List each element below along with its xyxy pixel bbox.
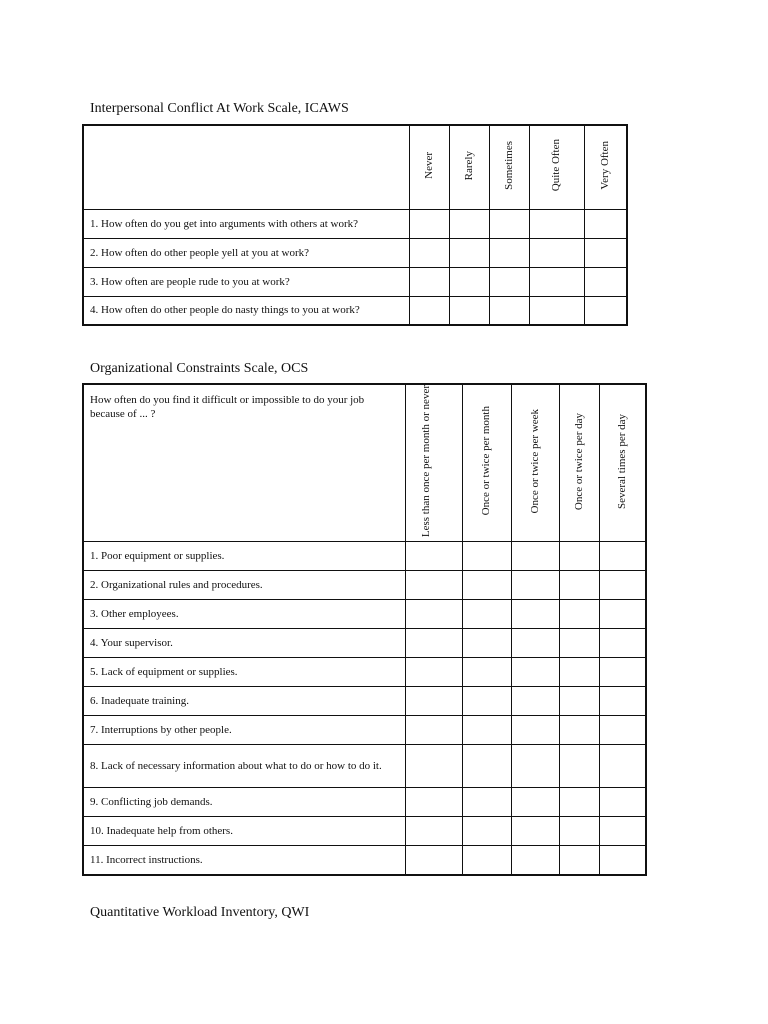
response-cell[interactable] — [599, 600, 646, 629]
response-cell[interactable] — [449, 209, 489, 238]
response-cell[interactable] — [462, 542, 511, 571]
response-cell[interactable] — [599, 658, 646, 687]
table-row — [83, 296, 627, 325]
response-cell[interactable] — [511, 600, 559, 629]
icaws-item-2: 2. How often do other people yell at you at work? — [83, 238, 409, 267]
response-cell[interactable] — [462, 571, 511, 600]
ocs-col-weekly — [511, 384, 559, 542]
ocs-item-8: 8. Lack of necessary information about what to do or how to do it. — [83, 745, 405, 788]
table-row — [83, 209, 627, 238]
response-cell[interactable] — [405, 846, 462, 875]
icaws-col-quite-often — [529, 125, 584, 209]
response-cell[interactable] — [449, 238, 489, 267]
response-cell[interactable] — [405, 745, 462, 788]
ocs-col-label: Once or twice per week — [528, 408, 541, 514]
response-cell[interactable] — [599, 571, 646, 600]
ocs-item-4: 4. Your supervisor. — [83, 629, 405, 658]
ocs-item-1: 1. Poor equipment or supplies. — [83, 542, 405, 571]
table-row — [83, 542, 646, 571]
icaws-col-label: Quite Often — [550, 139, 562, 192]
response-cell[interactable] — [559, 658, 599, 687]
response-cell[interactable] — [462, 846, 511, 875]
response-cell[interactable] — [529, 296, 584, 325]
table-row — [83, 788, 646, 817]
icaws-col-label: Never — [422, 151, 435, 179]
table-row — [83, 629, 646, 658]
response-cell[interactable] — [599, 846, 646, 875]
qwi-title: Quantitative Workload Inventory, QWI — [90, 905, 310, 920]
response-cell[interactable] — [489, 238, 529, 267]
response-cell[interactable] — [511, 629, 559, 658]
response-cell[interactable] — [584, 209, 627, 238]
response-cell[interactable] — [462, 716, 511, 745]
response-cell[interactable] — [559, 817, 599, 846]
response-cell[interactable] — [405, 788, 462, 817]
response-cell[interactable] — [599, 629, 646, 658]
response-cell[interactable] — [405, 817, 462, 846]
response-cell[interactable] — [599, 542, 646, 571]
icaws-col-label: Very Often — [598, 140, 611, 190]
table-row — [83, 600, 646, 629]
table-row — [83, 267, 627, 296]
response-cell[interactable] — [405, 716, 462, 745]
response-cell[interactable] — [409, 296, 449, 325]
ocs-col-less-than-monthly — [405, 384, 462, 542]
ocs-col-label: Less than once per month or never — [419, 385, 432, 538]
response-cell[interactable] — [511, 817, 559, 846]
icaws-corner-cell — [83, 125, 409, 209]
response-cell[interactable] — [511, 687, 559, 716]
icaws-item-1: 1. How often do you get into arguments with others at work? — [83, 209, 409, 238]
response-cell[interactable] — [529, 238, 584, 267]
response-cell[interactable] — [489, 267, 529, 296]
response-cell[interactable] — [511, 658, 559, 687]
icaws-col-very-often — [584, 125, 627, 209]
response-cell[interactable] — [511, 745, 559, 788]
table-row — [83, 817, 646, 846]
response-cell[interactable] — [462, 629, 511, 658]
ocs-item-6: 6. Inadequate training. — [83, 687, 405, 716]
response-cell[interactable] — [559, 788, 599, 817]
ocs-item-7: 7. Interruptions by other people. — [83, 716, 405, 745]
response-cell[interactable] — [405, 600, 462, 629]
response-cell[interactable] — [462, 687, 511, 716]
response-cell[interactable] — [559, 542, 599, 571]
response-cell[interactable] — [559, 846, 599, 875]
icaws-title: Interpersonal Conflict At Work Scale, ICAWS — [90, 101, 349, 116]
response-cell[interactable] — [511, 542, 559, 571]
response-cell[interactable] — [511, 716, 559, 745]
table-row — [83, 846, 646, 875]
response-cell[interactable] — [405, 687, 462, 716]
icaws-item-4: 4. How often do other people do nasty things to you at work? — [83, 296, 409, 325]
response-cell[interactable] — [599, 716, 646, 745]
table-row — [83, 238, 627, 267]
ocs-title: Organizational Constraints Scale, OCS — [90, 361, 309, 376]
response-cell[interactable] — [462, 658, 511, 687]
response-cell[interactable] — [405, 658, 462, 687]
response-cell[interactable] — [559, 571, 599, 600]
response-cell[interactable] — [409, 267, 449, 296]
response-cell[interactable] — [511, 788, 559, 817]
ocs-header-row — [83, 384, 646, 542]
response-cell[interactable] — [599, 687, 646, 716]
response-cell[interactable] — [559, 600, 599, 629]
ocs-col-several-daily — [599, 384, 646, 542]
response-cell[interactable] — [559, 745, 599, 788]
response-cell[interactable] — [599, 745, 646, 788]
response-cell[interactable] — [405, 542, 462, 571]
icaws-item-3: 3. How often are people rude to you at work? — [83, 267, 409, 296]
icaws-col-rarely — [449, 125, 489, 209]
response-cell[interactable] — [462, 817, 511, 846]
response-cell[interactable] — [559, 687, 599, 716]
response-cell[interactable] — [511, 571, 559, 600]
icaws-col-label: Sometimes — [502, 140, 515, 190]
response-cell[interactable] — [529, 267, 584, 296]
response-cell[interactable] — [559, 629, 599, 658]
response-cell[interactable] — [409, 209, 449, 238]
ocs-col-monthly — [462, 384, 511, 542]
ocs-col-label: Once or twice per month — [480, 406, 492, 516]
table-row — [83, 716, 646, 745]
ocs-prompt: How often do you find it difficult or impossible to do your job because of ... ? — [83, 384, 405, 542]
response-cell[interactable] — [599, 817, 646, 846]
response-cell[interactable] — [462, 745, 511, 788]
table-row — [83, 687, 646, 716]
icaws-table — [82, 124, 628, 326]
response-cell[interactable] — [405, 629, 462, 658]
icaws-col-never — [409, 125, 449, 209]
response-cell[interactable] — [462, 600, 511, 629]
response-cell[interactable] — [449, 296, 489, 325]
response-cell[interactable] — [511, 846, 559, 875]
response-cell[interactable] — [584, 267, 627, 296]
ocs-table — [82, 383, 647, 876]
icaws-col-sometimes — [489, 125, 529, 209]
table-row — [83, 745, 646, 788]
ocs-item-11: 11. Incorrect instructions. — [83, 846, 405, 875]
ocs-item-9: 9. Conflicting job demands. — [83, 788, 405, 817]
response-cell[interactable] — [409, 238, 449, 267]
response-cell[interactable] — [449, 267, 489, 296]
response-cell[interactable] — [559, 716, 599, 745]
response-cell[interactable] — [584, 238, 627, 267]
response-cell[interactable] — [584, 296, 627, 325]
ocs-col-label: Once or twice per day — [572, 412, 585, 510]
table-row — [83, 658, 646, 687]
response-cell[interactable] — [599, 788, 646, 817]
ocs-col-daily — [559, 384, 599, 542]
response-cell[interactable] — [405, 571, 462, 600]
ocs-item-10: 10. Inadequate help from others. — [83, 817, 405, 846]
icaws-col-label: Rarely — [462, 150, 475, 180]
ocs-item-2: 2. Organizational rules and procedures. — [83, 571, 405, 600]
ocs-item-5: 5. Lack of equipment or supplies. — [83, 658, 405, 687]
response-cell[interactable] — [529, 209, 584, 238]
icaws-header-row — [83, 125, 627, 209]
response-cell[interactable] — [489, 209, 529, 238]
response-cell[interactable] — [489, 296, 529, 325]
ocs-item-3: 3. Other employees. — [83, 600, 405, 629]
table-row — [83, 571, 646, 600]
ocs-col-label: Several times per day — [615, 413, 628, 509]
response-cell[interactable] — [462, 788, 511, 817]
